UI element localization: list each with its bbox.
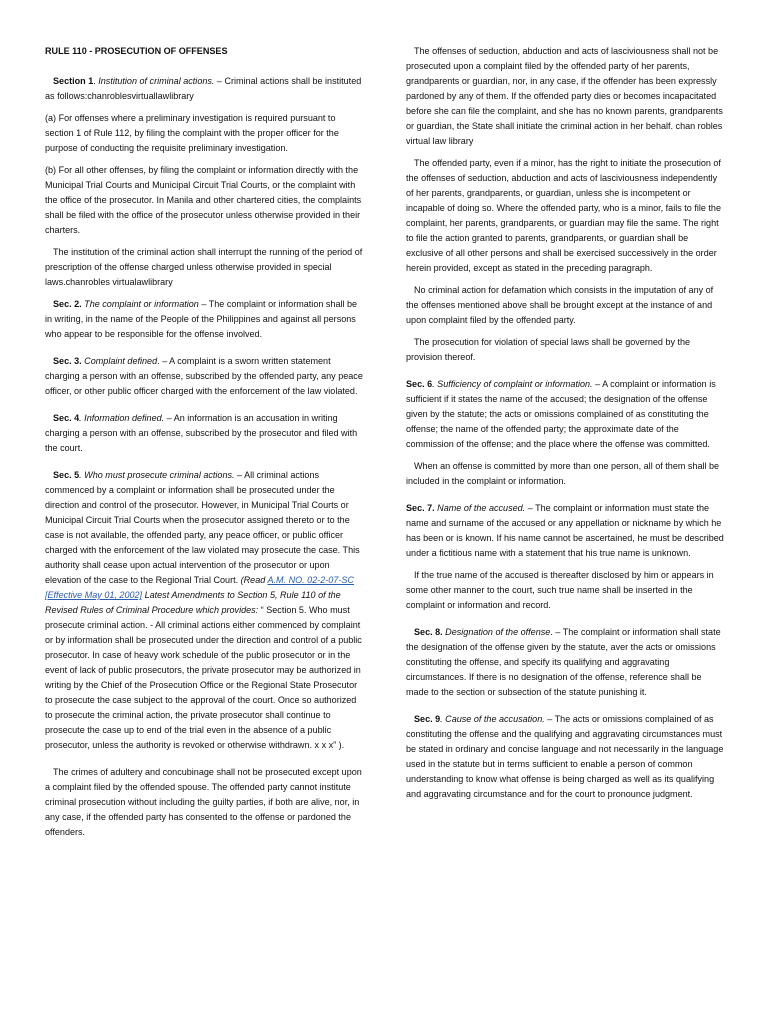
section-2: Sec. 2. The complaint or information – The complaint or information shall be in writing, in the name of the People of the Philippines and against all persons who appear to be responsible for the offense involved. xyxy=(45,299,358,339)
paragraph-b: (b) For all other offenses, by filing the complaint or information directly with the Municipal Trial Courts and Municipal Circuit Trial Courts, or the complaint with the office of the prosecutor. In Manila and other chartered cities, the complaints shall be filed with the office of the prosecutor unless otherwise provided in their charters. xyxy=(45,165,362,235)
section-7: Sec. 7. Name of the accused. – The complaint or information must state the name and surname of the accused or any appellation or nickname by which he has been or is known. If his name cannot be ascertained, he must be described under a fictitious name with a statement that his true name is unknown. xyxy=(406,503,724,558)
section-title: Name of the accused. xyxy=(434,503,526,513)
section-label: Sec. 2. xyxy=(53,299,82,309)
section-title: Complaint defined xyxy=(81,356,158,366)
section-title: . Sufficiency of complaint or information. xyxy=(432,379,593,389)
right-column xyxy=(406,44,724,809)
section-6: Sec. 6. Sufficiency of complaint or information. – A complaint or information is sufficient if it states the name of the accused; the designation of the offense given by the statute; the acts or omissions complained of as constituting the offense; the name of the offended party; the approximate date of the commission of the offense; and the place where the offense was committed. xyxy=(406,379,716,449)
special-laws-paragraph: The prosecution for violation of special laws shall be governed by the provision thereof. xyxy=(406,337,691,362)
paragraph-a: (a) For offenses where a preliminary investigation is required pursuant to section 1 of Rule 112, by filing the complaint with the proper officer for the purpose of conducting the requisite preliminary investigation. xyxy=(45,113,339,153)
section-8: Sec. 8. Designation of the offense. – The complaint or information shall state the designation of the offense given by the statute, aver the acts or omissions constituting the offense, and specify its qualifying and aggravating circumstances. If there is no designation of the offense, reference shall be made to the section or subsection of the statute punishing it. xyxy=(406,627,721,697)
section-label: Sec. 7. xyxy=(406,503,435,513)
section-label: Sec. 4 xyxy=(53,413,80,423)
true-name-paragraph: If the true name of the accused is thereafter disclosed by him or appears in some other manner to the court, such true name shall be inserted in the complaint or information and record. xyxy=(406,570,714,610)
section-title: . Information defined. xyxy=(79,413,165,423)
section-label: Sec. 3. xyxy=(53,356,82,366)
section-title: Designation of the offense xyxy=(442,627,551,637)
seduction-paragraph: The offenses of seduction, abduction and acts of lasciviousness shall not be prosecuted upon a complaint filed by the offended party of her parents, grandparents or guardian, nor, in any case, if the offender has been expressly pardoned by any of them. If the offended party dies or becomes incapacitated before she can file the complaint, and she has no known parents, grandparents or guardian, the State shall initiate the criminal action in her behalf. chan robles virtual law library xyxy=(406,46,723,146)
prescription-paragraph: The institution of the criminal action shall interrupt the running of the period of prescription of the offense charged unless otherwise provided in special laws.chanrobles virtualawlibrary xyxy=(45,247,363,287)
quoted-amendment: “ Section 5. Who must prosecute criminal action. - All criminal actions either commenced by complaint or by information shall be prosecuted under the direction and control of a public prosecutor. In case of heavy work schedule of the public prosecutor or in the event of lack of public prosecutors, the private prosecutor may be authorized in writing by the Chief of the Prosecution Office or the Regional State Prosecutor to prosecute the case subject to the approval of the court. Once so authorized to prosecute the criminal action, the private prosecutor shall continue to prosecute the case up to end of the trial even in the absence of a public prosecutor, unless the authority is revoked or otherwise withdrawn. x x x” ). xyxy=(45,605,362,750)
minor-paragraph: The offended party, even if a minor, has the right to initiate the prosecution of the offenses of seduction, abduction and acts of lasciviousness independently of her parents, grandparents, or guardian, unless she is incompetent or incapable of doing so. Where the offended party, who is a minor, fails to file the complaint, her parents, grandparents, or guardian may file the same. The right to file the action granted to parents, grandparents, or guardian shall be exclusive of all other persons and shall be exercised successively in the order herein provided, except as stated in the preceding paragraph. xyxy=(406,158,721,273)
section-label: Sec. 9 xyxy=(414,714,441,724)
section-label: Sec. 6 xyxy=(406,379,433,389)
defamation-paragraph: No criminal action for defamation which consists in the imputation of any of the offenses mentioned above shall be brought except at the instance of and upon complaint filed by the offended party. xyxy=(406,285,714,325)
section-label: Sec. 5 xyxy=(53,470,80,480)
section-label: Section 1 xyxy=(53,76,94,86)
section-9: Sec. 9. Cause of the accusation. – The acts or omissions complained of as constituting the offense and the qualifying and aggravating circumstances must be stated in ordinary and concise language and not necessarily in the language used in the statute but in terms sufficient to enable a person of common understanding to know what offense is being charged as well as its qualifying and aggravating circumstance and for the court to pronounce judgment. xyxy=(406,714,724,799)
multiple-persons-paragraph: When an offense is committed by more than one person, all of them shall be included in the complaint or information. xyxy=(406,461,720,486)
am-circular-link[interactable]: A.M. NO. 02-2-07-SC [Effective May 01, 2002] xyxy=(45,575,354,600)
section-3: Sec. 3. Complaint defined. – A complaint is a sworn written statement charging a person with an offense, subscribed by the offended party, any peace officer, or other public officer charged with the enforcement of the law violated. xyxy=(45,356,363,396)
section-title: . Who must prosecute criminal actions. xyxy=(79,470,235,480)
section-1: Section 1. Institution of criminal actions. – Criminal actions shall be instituted as follows:chanroblesvirtuallawlibrary xyxy=(45,76,362,101)
section-label: Sec. 8. xyxy=(414,627,443,637)
rule-heading: RULE 110 - PROSECUTION OF OFFENSES xyxy=(45,46,228,56)
adultery-paragraph: The crimes of adultery and concubinage shall not be prosecuted except upon a complaint filed by the offended spouse. The offended party cannot institute criminal prosecution without including the guilty parties, if both are alive, nor, in any case, if the offended party has consented to the offense or pardoned the offenders. xyxy=(45,767,362,837)
section-4: Sec. 4. Information defined. – An information is an accusation in writing charging a person with an offense, subscribed by the prosecutor and filed with the court. xyxy=(45,413,358,453)
section-title: Institution of criminal actions. xyxy=(98,76,215,86)
section-5: Sec. 5. Who must prosecute criminal actions. – All criminal actions commenced by a complaint or information shall be prosecuted under the direction and control of the prosecutor. However, in Municipal Trial Courts or Municipal Circuit Trial Courts when the prosecutor assigned thereto or to the case is not available, the offended party, any peace officer, or public officer charged with the enforcement of the law violated may prosecute the case. This authority shall cease upon actual intervention of the prosecutor or upon elevation of the case to the Regional Trial Court. (Read A.M. NO. 02-2-07-SC [Effective May 01, 2002] Latest Amendments to Section 5, Rule 110 of the Revised Rules of Criminal Procedure which provides: “ Section 5. Who must prosecute criminal action. - All criminal actions either commenced by complaint or by information shall be prosecuted under the direction and control of a public prosecutor. In case of heavy work schedule of the public prosecutor or in the event of lack of public prosecutors, the private prosecutor may be authorized in writing by the Chief of the Prosecution Office or the Regional State Prosecutor to prosecute the case subject to the approval of the court. Once so authorized to prosecute the criminal action, the private prosecutor shall continue to prosecute the case up to end of the trial even in the absence of a public prosecutor, unless the authority is revoked or otherwise withdrawn. x x x” ). xyxy=(45,470,362,750)
left-column xyxy=(45,44,363,847)
section-title: The complaint or information xyxy=(81,299,199,309)
section-title: . Cause of the accusation. xyxy=(440,714,545,724)
